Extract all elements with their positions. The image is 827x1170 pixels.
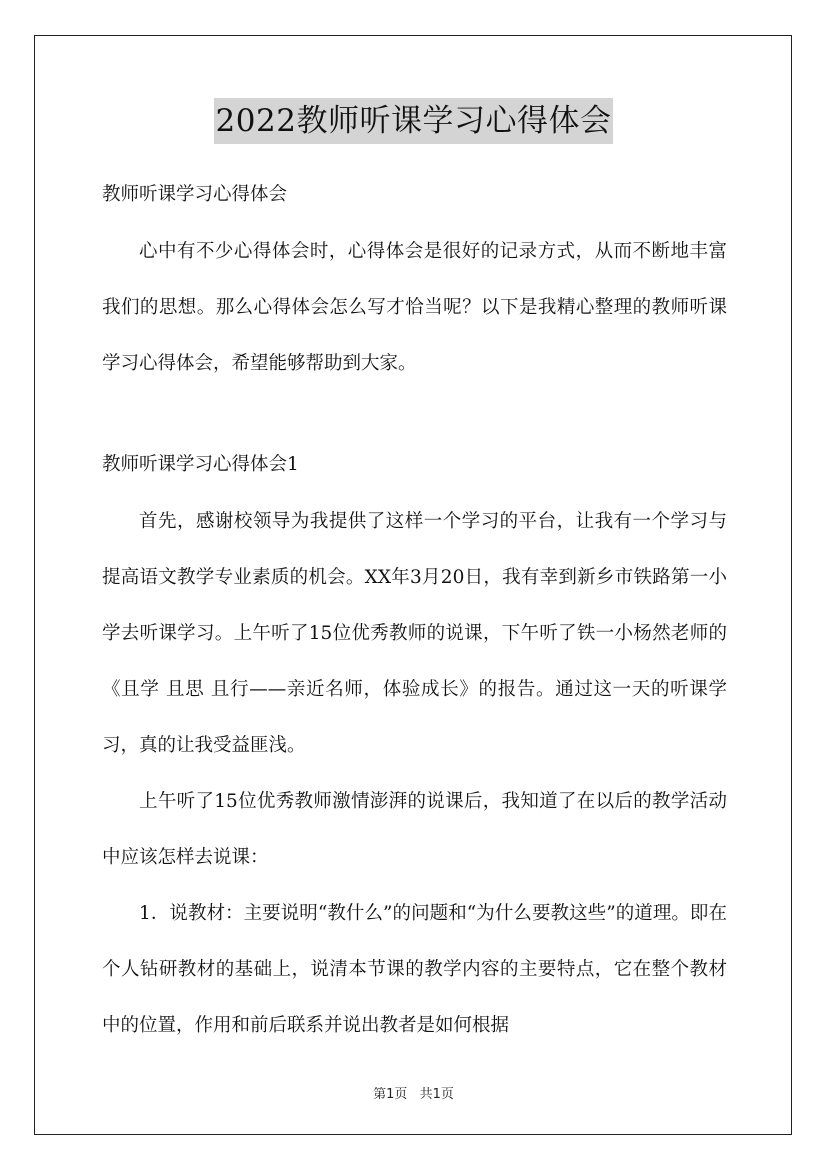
page-number: 第1页 <box>373 1087 408 1102</box>
page-footer <box>0 1083 827 1102</box>
document-body <box>102 178 727 1054</box>
body-paragraph: 1．说教材：主要说明“教什么”的问题和“为什么要教这些”的道理。即在个人钻研教材的基础上，说清本节课的教学内容的主要特点，它在整个教材中的位置，作用和前后联系并说出教者是如何根据 <box>102 903 727 1036</box>
title-block <box>0 98 827 144</box>
body-paragraph: 首先，感谢校领导为我提供了这样一个学习的平台，让我有一个学习与提高语文教学专业素质的机会。XX年3月20日，我有幸到新乡市铁路第一小学去听课学习。上午听了15位优秀教师的说课，下午听了铁一小杨然老师的《且学 且思 且行——亲近名师，体验成长》的报告。通过这一天的听课学习，真的让我受益匪浅。 <box>102 511 727 756</box>
document-subtitle: 教师听课学习心得体会 <box>102 184 288 205</box>
section-spacer <box>102 392 727 448</box>
page-total: 共1页 <box>419 1087 454 1102</box>
intro-paragraph: 心中有不少心得体会时，心得体会是很好的记录方式，从而不断地丰富我们的思想。那么心得体会怎么写才恰当呢？以下是我精心整理的教师听课学习心得体会，希望能够帮助到大家。 <box>102 241 727 374</box>
document-title: 2022教师听课学习心得体会 <box>214 98 614 144</box>
body-paragraph: 上午听了15位优秀教师激情澎湃的说课后，我知道了在以后的教学活动中应该怎样去说课： <box>102 791 727 868</box>
section-heading: 教师听课学习心得体会1 <box>102 454 299 475</box>
